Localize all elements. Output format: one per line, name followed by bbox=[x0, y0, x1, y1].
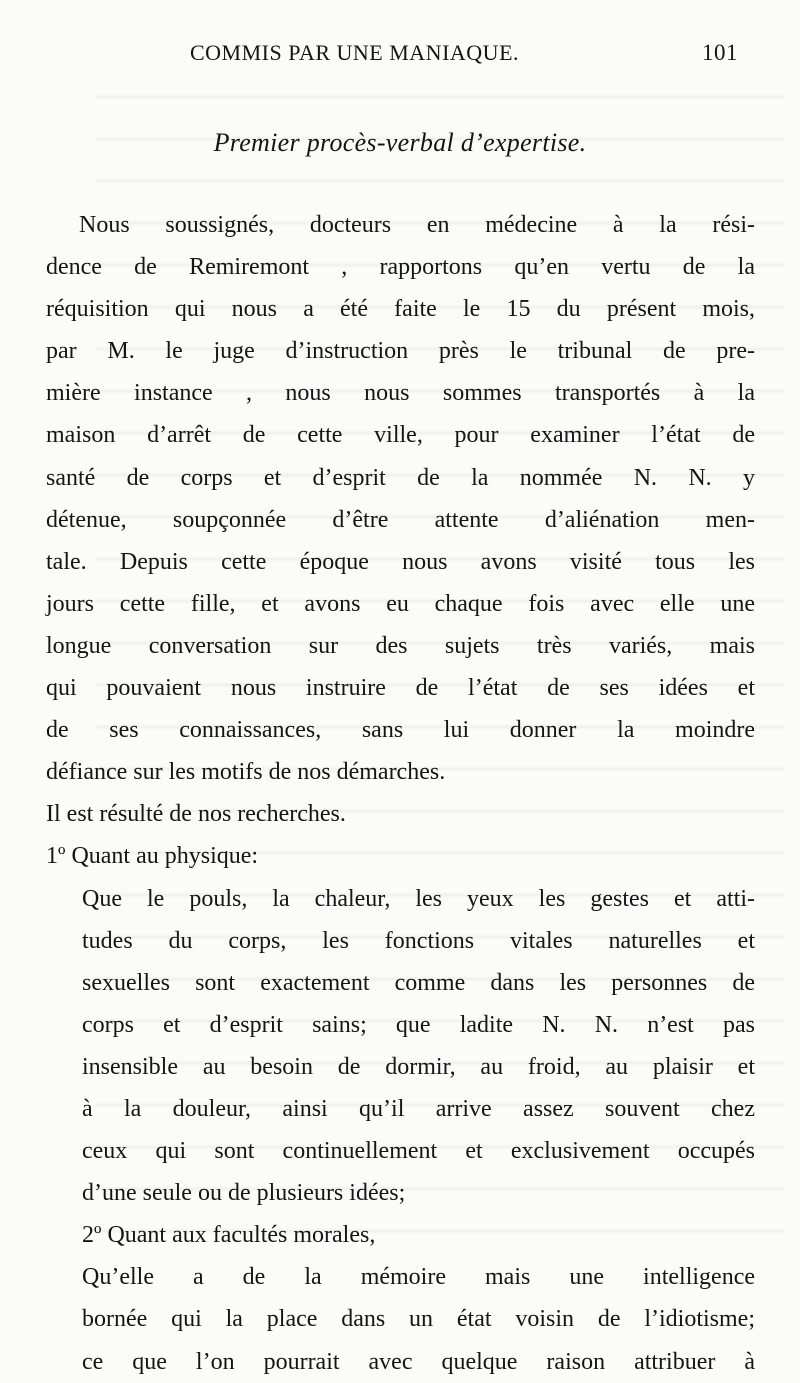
text-line: longue conversation sur des sujets très variés, mais bbox=[46, 632, 755, 659]
running-title: COMMIS PAR UNE MANIAQUE. bbox=[190, 40, 520, 65]
text-line: défiance sur les motifs de nos démarches. bbox=[46, 759, 446, 786]
text-line: tudes du corps, les fonctions vitales naturelles et bbox=[82, 927, 755, 954]
text-line: bornée qui la place dans un état voisin de l’idiotisme; bbox=[82, 1306, 755, 1333]
text-line: réquisition qui nous a été faite le 15 du présent mois, bbox=[46, 296, 755, 323]
text-line: Nous soussignés, docteurs en médecine à la rési- bbox=[79, 212, 755, 238]
text-line: santé de corps et d’esprit de la nommée N. N. y bbox=[46, 464, 755, 491]
text-line: à la douleur, ainsi qu’il arrive assez souvent chez bbox=[82, 1095, 755, 1122]
text-line: détenue, soupçonnée d’être attente d’aliénation men- bbox=[46, 506, 755, 533]
text-line: ce que l’on pourrait avec quelque raison attribuer à bbox=[82, 1348, 755, 1375]
text-line: jours cette fille, et avons eu chaque fois avec elle une bbox=[46, 590, 755, 617]
text-line: Il est résulté de nos recherches. bbox=[46, 801, 346, 828]
body-text bbox=[46, 204, 755, 1383]
text-line: de ses connaissances, sans lui donner la moindre bbox=[46, 717, 755, 744]
text-line: 2º Quant aux facultés morales, bbox=[82, 1222, 376, 1249]
text-line: maison d’arrêt de cette ville, pour examiner l’état de bbox=[46, 422, 755, 449]
text-line: 1º Quant au physique: bbox=[46, 843, 259, 870]
text-line: Qu’elle a de la mémoire mais une intelligence bbox=[82, 1264, 755, 1291]
page-header bbox=[190, 40, 738, 70]
text-line: d’une seule ou de plusieurs idées; bbox=[82, 1180, 406, 1207]
text-line: ceux qui sont continuellement et exclusivement occupés bbox=[82, 1138, 755, 1165]
text-line: corps et d’esprit sains; que ladite N. N. n’est pas bbox=[82, 1011, 755, 1038]
section-title: Premier procès-verbal d’expertise. bbox=[213, 128, 587, 157]
text-line: tale. Depuis cette époque nous avons visité tous les bbox=[46, 548, 755, 575]
text-line: insensible au besoin de dormir, au froid, au plaisir et bbox=[82, 1053, 755, 1080]
text-line: dence de Remiremont , rapportons qu’en vertu de la bbox=[46, 254, 755, 281]
text-line: mière instance , nous nous sommes transportés à la bbox=[46, 380, 755, 407]
text-line: sexuelles sont exactement comme dans les personnes de bbox=[82, 969, 755, 996]
page-number: 101 bbox=[702, 40, 738, 65]
text-line: qui pouvaient nous instruire de l’état de ses idées et bbox=[46, 675, 755, 702]
text-line: Que le pouls, la chaleur, les yeux les gestes et atti- bbox=[82, 885, 755, 912]
text-line: par M. le juge d’instruction près le tribunal de pre- bbox=[46, 338, 755, 365]
